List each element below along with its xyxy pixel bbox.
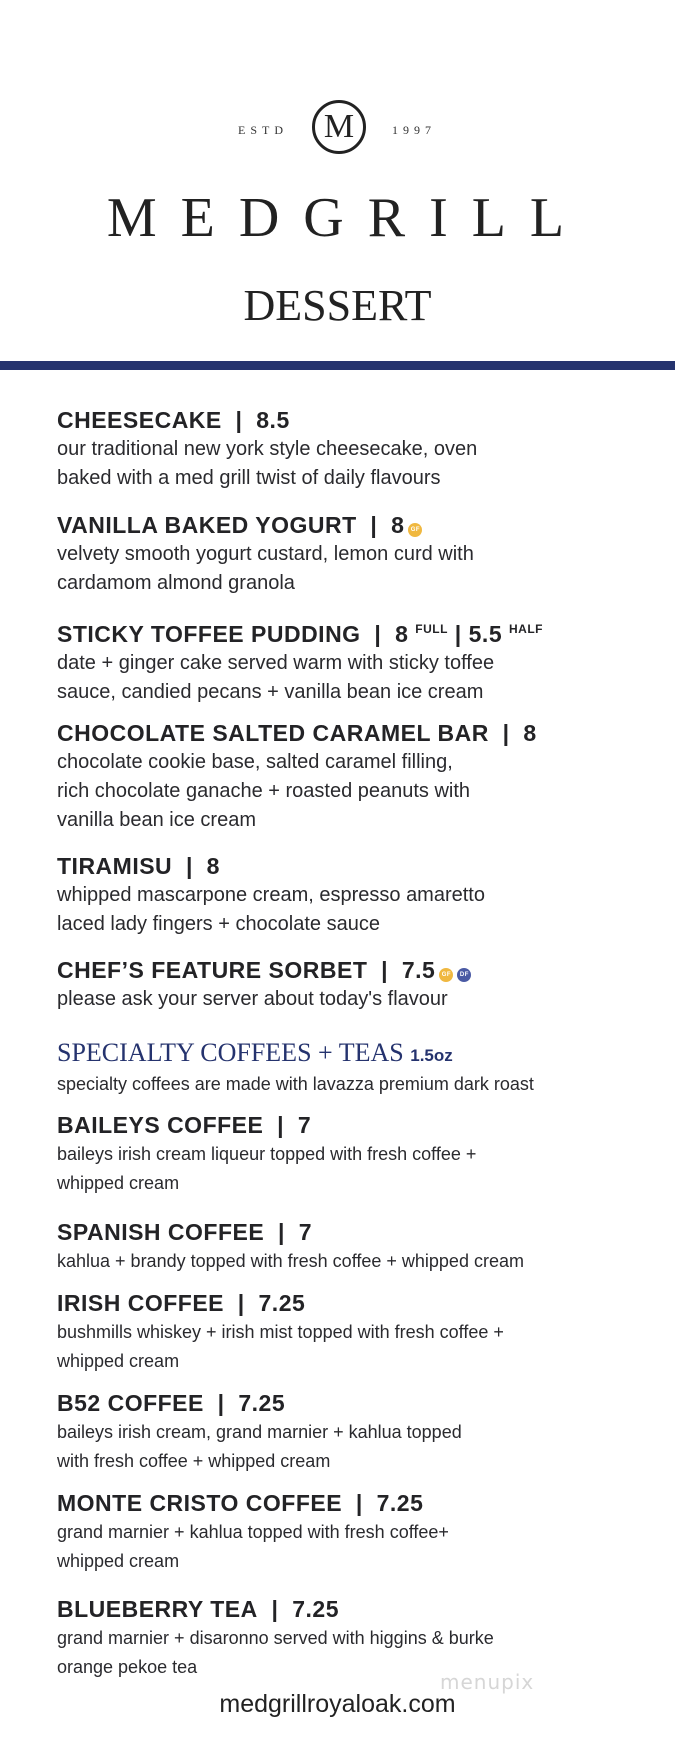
menu-item [57, 406, 657, 493]
item-description: kahlua + brandy topped with fresh coffee + whipped cream [57, 1251, 524, 1271]
item-name: BAILEYS COFFEE | 7 [57, 1112, 312, 1138]
item-name: IRISH COFFEE | 7.25 [57, 1290, 306, 1316]
item-name: CHEF’S FEATURE SORBET | 7.5 GF DF [57, 956, 657, 985]
item-description: our traditional new york style cheesecake, oven [57, 438, 478, 460]
dairy-free-badge-icon: DF [457, 968, 471, 982]
menu-item [57, 956, 657, 1014]
menu-item [57, 852, 657, 939]
item-description: cardamom almond granola [57, 572, 295, 594]
item-description: whipped cream [57, 1551, 180, 1571]
item-description: chocolate cookie base, salted caramel filling, [57, 751, 453, 773]
item-description: bushmills whiskey + irish mist topped with fresh coffee + [57, 1322, 504, 1342]
item-description: baileys irish cream, grand marnier + kahlua topped [57, 1422, 462, 1442]
menu-item [57, 1595, 657, 1682]
item-name: SPANISH COFFEE | 7 [57, 1219, 313, 1245]
menu-item [57, 1489, 657, 1576]
logo-emblem [312, 100, 366, 154]
brand-name: MEDGRILL [106, 187, 589, 249]
menu-item [57, 1218, 657, 1276]
watermark: menupix [440, 1670, 535, 1694]
item-description: grand marnier + kahlua topped with fresh coffee+ [57, 1522, 449, 1542]
item-name: STICKY TOFFEE PUDDING | 8 $^{FULL}$ | 5.5 $^{HALF}$ [57, 621, 544, 647]
item-name: TIRAMISU | 8 [57, 853, 220, 879]
established-year: 1997 [392, 123, 436, 137]
menu-item [57, 1289, 657, 1376]
menu-item [57, 511, 657, 598]
item-description: velvety smooth yogurt custard, lemon curd with [57, 543, 474, 565]
item-name: CHOCOLATE SALTED CARAMEL BAR | 8 [57, 720, 537, 746]
menu-item [57, 615, 657, 707]
item-description: orange pekoe tea [57, 1657, 198, 1677]
item-description: sauce, candied pecans + vanilla bean ice cream [57, 681, 484, 703]
item-description: date + ginger cake served warm with sticky toffee [57, 652, 495, 674]
item-name: BLUEBERRY TEA | 7.25 [57, 1596, 340, 1622]
item-description: baileys irish cream liqueur topped with fresh coffee + [57, 1144, 477, 1164]
item-description: whipped cream [57, 1173, 180, 1193]
header [0, 0, 675, 361]
serving-size: 1.5oz [410, 1046, 453, 1065]
item-name: VANILLA BAKED YOGURT | 8 GF [57, 511, 657, 540]
section-note: specialty coffees are made with lavazza premium dark roast [57, 1074, 534, 1094]
item-name: B52 COFFEE | 7.25 [57, 1390, 286, 1416]
item-description: rich chocolate ganache + roasted peanuts with [57, 780, 471, 802]
item-description: baked with a med grill twist of daily flavours [57, 467, 441, 489]
item-description: laced lady fingers + chocolate sauce [57, 913, 380, 935]
header-divider [0, 361, 675, 370]
logo-letter: M [323, 108, 355, 145]
established-label: ESTD [238, 123, 288, 137]
item-name: CHEESECAKE | 8.5 [57, 407, 290, 433]
item-description: please ask your server about today's flavour [57, 988, 448, 1010]
menu-item [57, 1389, 657, 1476]
section-title: SPECIALTY COFFEES + TEAS 1.5oz [57, 1038, 453, 1067]
menu-item [57, 719, 657, 835]
gluten-free-badge-icon: GF [439, 968, 453, 982]
item-name: MONTE CRISTO COFFEE | 7.25 [57, 1490, 424, 1516]
item-description: whipped mascarpone cream, espresso amaretto [57, 884, 485, 906]
item-description: with fresh coffee + whipped cream [57, 1451, 331, 1471]
website-link[interactable]: medgrillroyaloak.com [219, 1690, 456, 1718]
item-description: vanilla bean ice cream [57, 809, 256, 831]
menu-item [57, 1111, 657, 1198]
item-description: whipped cream [57, 1351, 180, 1371]
item-description: grand marnier + disaronno served with higgins & burke [57, 1628, 494, 1648]
gluten-free-badge-icon: GF [408, 523, 422, 537]
menu-title: DESSERT [243, 281, 432, 330]
